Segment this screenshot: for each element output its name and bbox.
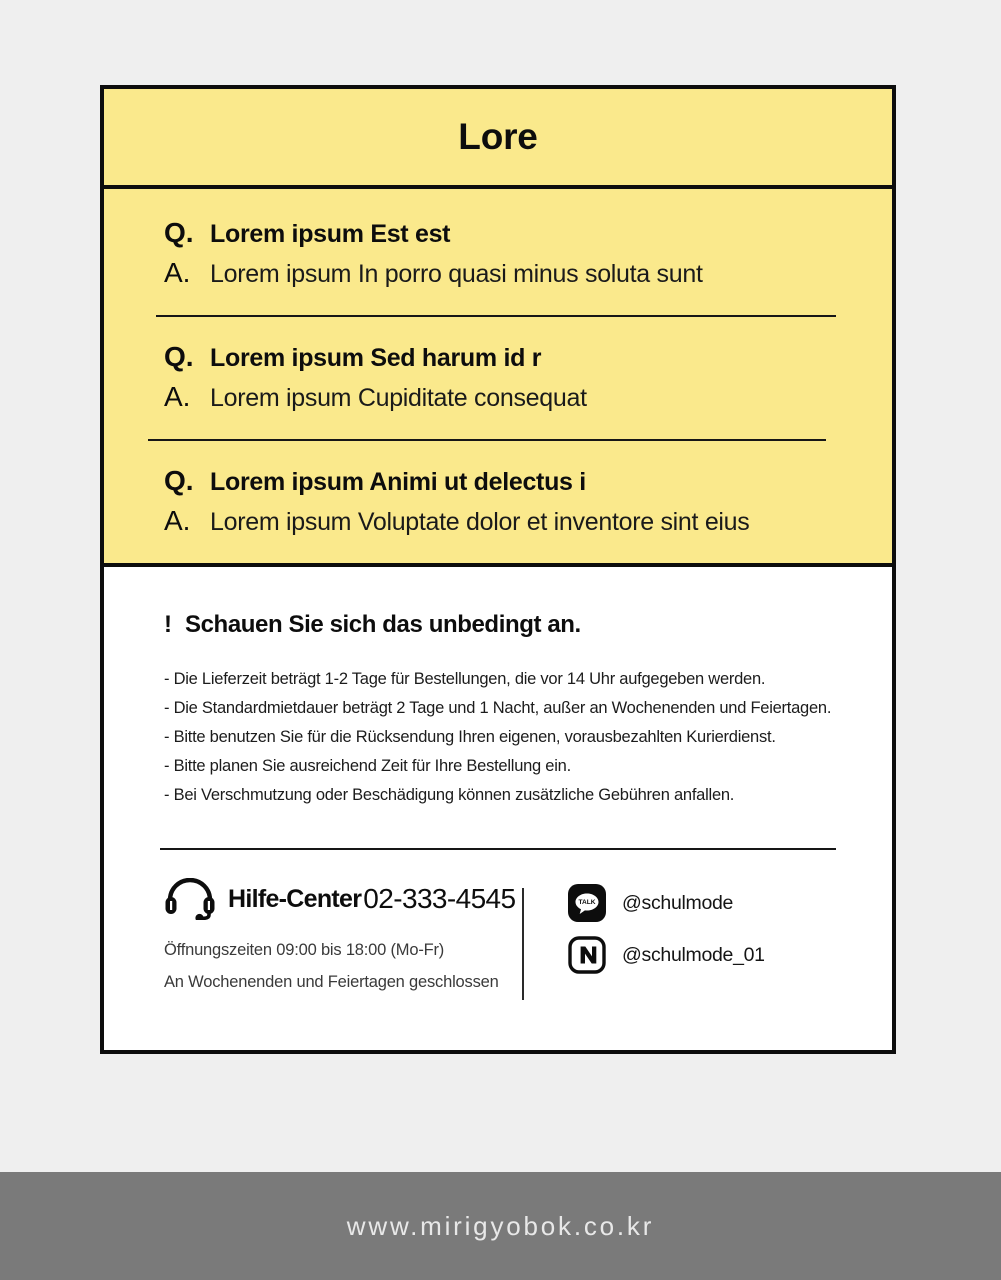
faq-question-text: Lorem ipsum Sed harum id r: [210, 344, 542, 372]
notice-list-item: - Bei Verschmutzung oder Beschädigung können zusätzliche Gebühren anfallen.: [164, 786, 735, 804]
naver-icon: [568, 936, 606, 974]
social-block: [524, 878, 765, 1010]
card-header: [104, 89, 892, 189]
notice-list-item: - Die Lieferzeit beträgt 1-2 Tage für Bestellungen, die vor 14 Uhr aufgegeben werden.: [164, 670, 766, 688]
help-center-row[interactable]: [164, 878, 522, 920]
faq-divider: [148, 439, 826, 441]
faq-answer-text: Lorem ipsum Voluptate dolor et inventore sint eius: [210, 508, 750, 536]
faq-question-text: Lorem ipsum Animi ut delectus i: [210, 468, 586, 496]
naver-handle: @schulmode_01: [622, 943, 765, 966]
faq-question-row: [164, 465, 846, 497]
kakaotalk-icon: [568, 884, 606, 922]
question-marker: Q.: [164, 217, 194, 248]
faq-question-row: [164, 341, 846, 373]
notice-list: [104, 665, 892, 810]
social-row-naver[interactable]: [568, 936, 765, 974]
notice-list-item: - Bitte benutzen Sie für die Rücksendung Ihren eigenen, vorausbezahlten Kurierdienst.: [164, 728, 776, 746]
faq-section: [104, 189, 892, 567]
faq-card: [100, 85, 896, 1054]
answer-marker: A.: [164, 381, 191, 412]
footer-url[interactable]: www.mirigyobok.co.kr: [346, 1210, 655, 1241]
faq-answer-text: Lorem ipsum In porro quasi minus soluta sunt: [210, 260, 703, 288]
question-marker: Q.: [164, 465, 194, 496]
question-marker: Q.: [164, 341, 194, 372]
footer-bar: [0, 1172, 1001, 1280]
help-center-phone: 02-333-4545: [363, 883, 516, 914]
page-title: Lore: [458, 116, 538, 157]
faq-answer-text: Lorem ipsum Cupiditate consequat: [210, 384, 587, 412]
faq-item[interactable]: [104, 217, 892, 289]
notice-section: [104, 567, 892, 1050]
faq-divider: [156, 315, 836, 317]
faq-answer-row: [164, 505, 846, 537]
help-center-block: [104, 878, 522, 1010]
exclamation-icon: !: [164, 611, 172, 638]
contact-section: [104, 850, 892, 1050]
svg-text:TALK: TALK: [578, 899, 596, 907]
faq-item[interactable]: [104, 341, 892, 413]
notice-heading: [104, 611, 892, 639]
answer-marker: A.: [164, 257, 191, 288]
faq-question-row: [164, 217, 846, 249]
notice-list-item: - Die Standardmietdauer beträgt 2 Tage und 1 Nacht, außer an Wochenenden und Feiertagen.: [164, 699, 832, 717]
faq-answer-row: [164, 381, 846, 413]
faq-question-text: Lorem ipsum Est est: [210, 220, 451, 248]
kakaotalk-handle: @schulmode: [622, 891, 734, 914]
help-center-label: Hilfe-Center: [228, 884, 362, 913]
answer-marker: A.: [164, 505, 191, 536]
opening-hours: Öffnungszeiten 09:00 bis 18:00 (Mo-Fr): [164, 941, 445, 959]
social-row-kakaotalk[interactable]: [568, 884, 765, 922]
faq-item[interactable]: [104, 465, 892, 537]
faq-answer-row: [164, 257, 846, 289]
headset-icon: [164, 878, 220, 920]
closed-days: An Wochenenden und Feiertagen geschlossen: [164, 973, 499, 991]
notice-title: Schauen Sie sich das unbedingt an.: [185, 611, 581, 638]
notice-list-item: - Bitte planen Sie ausreichend Zeit für Ihre Bestellung ein.: [164, 757, 571, 775]
